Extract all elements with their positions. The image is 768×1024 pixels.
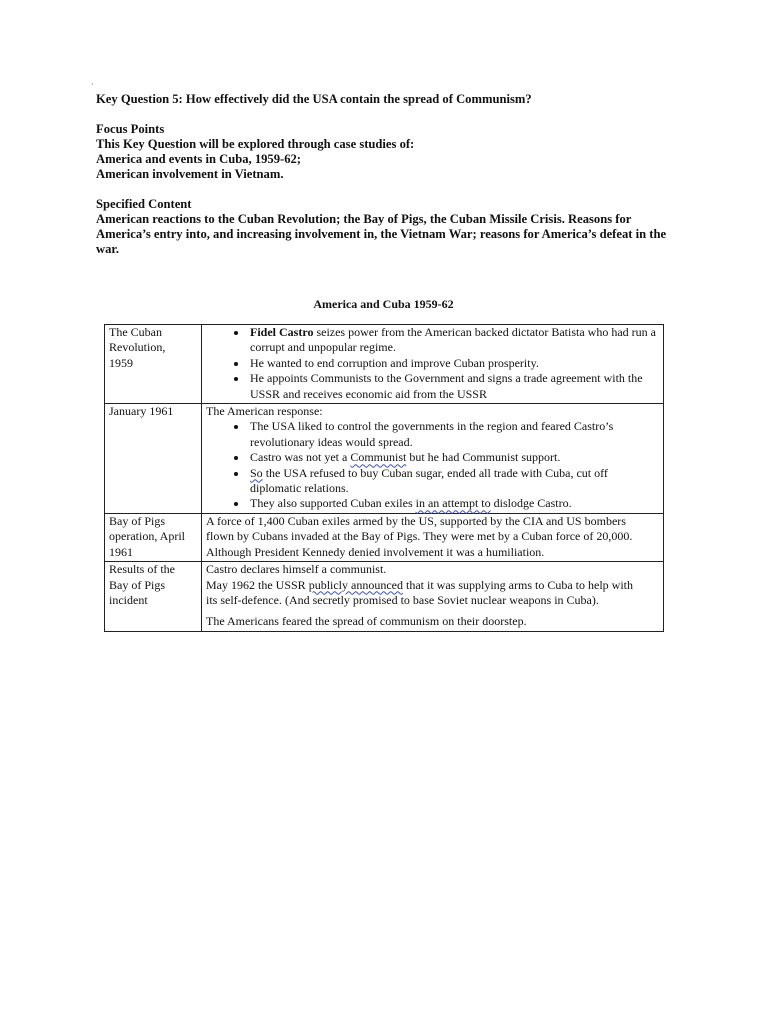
- row-content: [202, 404, 664, 514]
- content-heading: Specified Content: [96, 197, 192, 211]
- bullet-text: seizes power from the American backed dictator Batista who had run a corrupt and unpopular regime.: [250, 325, 656, 355]
- bullet-text: Castro was not yet a: [250, 450, 351, 465]
- row-label: [105, 325, 202, 404]
- label-line: 1959: [109, 355, 133, 370]
- table-row: [105, 562, 664, 632]
- table-row: [105, 325, 664, 404]
- list-item: [248, 496, 659, 511]
- label-line: 1961: [109, 544, 133, 559]
- spellcheck-underline: in an attempt to: [415, 496, 491, 511]
- text-line: May 1962 the USSR: [206, 577, 309, 592]
- list-item: [248, 466, 659, 497]
- focus-line: America and events in Cuba, 1959-62;: [96, 152, 301, 166]
- row-intro: The American response:: [206, 404, 323, 419]
- label-line: January 1961: [109, 404, 174, 419]
- focus-line: American involvement in Vietnam.: [96, 167, 284, 181]
- content-line: war.: [96, 242, 119, 256]
- text-line: A force of 1,400 Cuban exiles armed by the US, supported by the CIA and US bombers: [206, 513, 626, 528]
- spellcheck-underline: publicly announced: [308, 577, 403, 592]
- bullet-list: [206, 419, 659, 511]
- label-line: Bay of Pigs: [109, 577, 166, 592]
- document-page: [96, 92, 676, 632]
- bullet-text: They also supported Cuban exiles: [250, 496, 416, 511]
- focus-line: This Key Question will be explored through case studies of:: [96, 137, 415, 151]
- page-marker: ·: [91, 80, 94, 89]
- text-line: flown by Cubans invaded at the Bay of Pigs. They were met by a Cuban force of 20,000.: [206, 529, 633, 544]
- bold-name: Fidel Castro: [250, 325, 314, 339]
- spellcheck-underline: So: [250, 465, 263, 480]
- list-item: [248, 450, 659, 465]
- label-line: incident: [109, 592, 148, 607]
- bullet-text: but he had Communist support.: [406, 450, 561, 465]
- list-item: • He wanted to end corruption and improve Cuban prosperity.: [248, 356, 659, 371]
- row-content: [202, 513, 664, 561]
- row-label: [105, 562, 202, 632]
- list-item: • The USA liked to control the governments in the region and feared Castro’s revolutionary ideas would spread.: [248, 419, 659, 450]
- content-line: America’s entry into, and increasing involvement in, the Vietnam War; reasons for America’s defeat in the: [96, 227, 667, 241]
- cuba-table: [104, 324, 664, 632]
- label-line: Revolution,: [109, 340, 166, 355]
- table-title: America and Cuba 1959-62: [313, 297, 454, 311]
- label-line: Bay of Pigs: [109, 513, 166, 528]
- key-question: Key Question 5: How effectively did the USA contain the spread of Communism?: [96, 92, 532, 106]
- bullet-text: dislodge Castro.: [490, 496, 572, 511]
- text-line: The Americans feared the spread of communism on their doorstep.: [206, 614, 527, 629]
- bullet-list: [206, 325, 659, 402]
- text-line: Although President Kennedy denied involvement it was a humiliation.: [206, 544, 545, 559]
- label-line: operation, April: [109, 529, 185, 544]
- table-row: [105, 513, 664, 561]
- text-line: Castro declares himself a communist.: [206, 562, 387, 577]
- table-row: [105, 404, 664, 514]
- row-content: [202, 325, 664, 404]
- spellcheck-underline: Communist: [350, 450, 407, 465]
- row-content: [202, 562, 664, 632]
- content-line: American reactions to the Cuban Revolution; the Bay of Pigs, the Cuban Missile Crisis. Reasons for: [96, 212, 632, 226]
- label-line: The Cuban: [109, 325, 162, 339]
- text-line: its self-defence. (And secretly promised to base Soviet nuclear weapons in Cuba).: [206, 592, 599, 607]
- text-line: that it was supplying arms to Cuba to help with: [403, 577, 633, 592]
- label-line: Results of the: [109, 562, 175, 577]
- row-label: [105, 513, 202, 561]
- focus-heading: Focus Points: [96, 122, 165, 136]
- list-item: • He appoints Communists to the Government and signs a trade agreement with the USSR and receives economic aid from the USSR: [248, 371, 659, 402]
- bullet-text: the USA refused to buy Cuban sugar, ended all trade with Cuba, cut off diplomatic relations.: [250, 465, 608, 496]
- list-item: [248, 325, 659, 356]
- row-label: [105, 404, 202, 514]
